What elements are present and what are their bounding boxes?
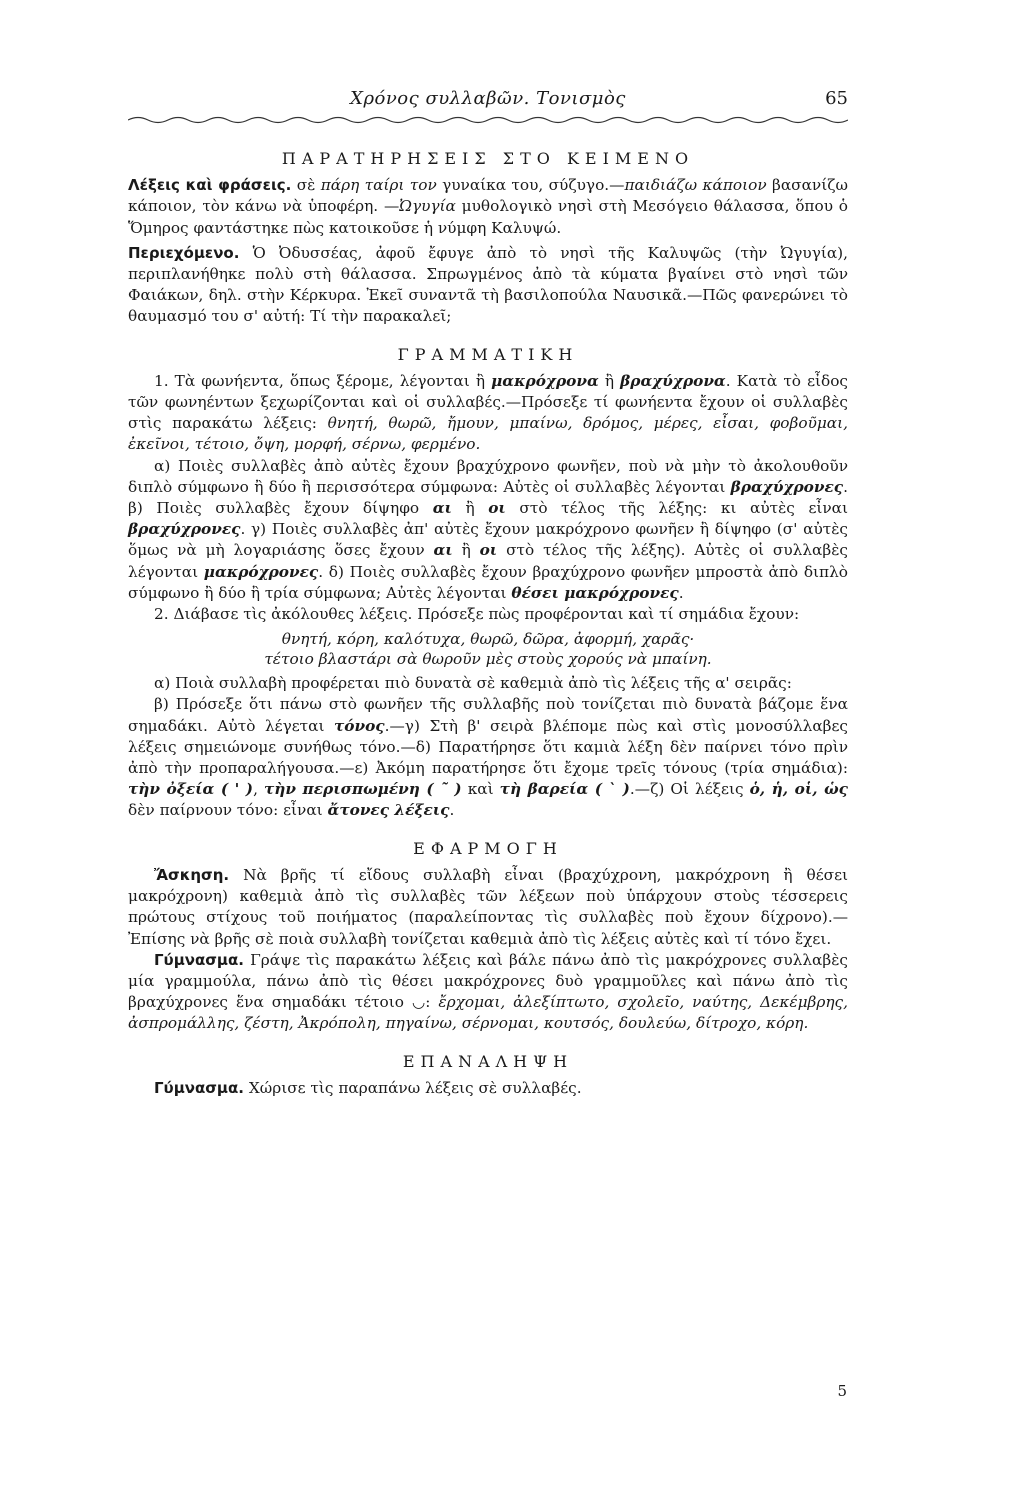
q-text-2: .—γ) Στὴ β' σειρὰ βλέπομε πὼς καὶ στὶς μονοσύλλαβες λέξεις σημειώνομε συνήθως τόνο.—δ) Παρατήρησε ὅτι καμιὰ λέξη δὲν παίρνει τόνο πρὶν ἀπὸ τὴν προπαραλήγουσα.—ε) Ἀκόμη παρατήρησε ὅτι ἔχομε τρεῖς τόνους (τρία σημάδια): bbox=[128, 716, 848, 778]
page-content bbox=[128, 132, 848, 1099]
drill-word-list: ἔρχομαι, ἀλεξίπτωτο, σχολεῖο, ναύτης, Δεκέμβρης, ἀσπρομάλλης, ζέστη, Ἀκρόπολη, πηγαίνω, σέρνομαι, κουτσός, δουλεύω, δίτροχο, κόρη. bbox=[128, 993, 848, 1033]
words-italic-3: Ὠγυγία bbox=[399, 197, 456, 216]
verse-line-2: τέτοιο βλαστάρι σὰ θωροῦν μὲς στοὺς χορούς νὰ μπαίνη. bbox=[264, 650, 712, 669]
sub-term-4: θέσει μακρόχρονες bbox=[511, 583, 679, 602]
sub-term-2: βραχύχρονες bbox=[128, 520, 241, 539]
term-perispomeni: τὴν περισπωμένη ( ῀ ) bbox=[264, 780, 462, 799]
sub-digraph-oi: οι bbox=[488, 499, 506, 518]
sub-text-1: α) Ποιὲς συλλαβὲς ἀπὸ αὐτὲς ἔχουν βραχύχρονο φωνῆεν, ποὺ νὰ μὴν τὸ ἀκολουθοῦν διπλὸ σύμφωνο ἢ δύο ἢ περισσότερα σύμφωνα: Αὐτὲς οἱ συλλαβὲς λέγονται bbox=[128, 456, 848, 496]
revision-text: Χώρισε τὶς παραπάνω λέξεις σὲ συλλαβές. bbox=[243, 1078, 582, 1097]
words-text-4: μυθολογικὸ νησὶ στὴ Μεσόγειο θάλασσα, ὅπου ὁ Ὅμηρος φαντάστηκε πὼς κατοικοῦσε ἡ νύμφη Καλυψώ. bbox=[128, 197, 848, 237]
words-text-1: σὲ bbox=[291, 176, 321, 195]
term-atones: ἄτονες λέξεις bbox=[327, 801, 450, 820]
exercise-text: Νὰ βρῆς τί εἴδους συλλαβὴ εἶναι (βραχύχρονη, μακρόχρονη ἢ θέσει μακρόχρονη) καθεμιὰ ἀπὸ τὶς συλλαβὲς τῶν λέξεων ποὺ ὑπάρχουν στοὺς τέσσερεις πρώτους στίχους τοῦ ποιήματος (παραλείποντας τὶς συλλαβὲς ποὺ ἔχουν δίχρονο).—Ἐπίσης νὰ βρῆς σὲ ποιὰ συλλαβὴ τονίζεται καθεμιὰ ἀπὸ τὶς λέξεις αὐτὲς καὶ τί τόνο ἔχει. bbox=[128, 865, 848, 948]
drill-text: Γράψε τὶς παρακάτω λέξεις καὶ βάλε πάνω ἀπὸ τὶς μακρόχρονες συλλαβὲς μία γραμμούλα, πάνω ἀπὸ τὶς θέσει μακρόχρονες δυὸ γραμμοῦλες καὶ πάνω ἀπὸ τὶς βραχύχρονες ἕνα σημαδάκι τέτοιο ◡: bbox=[128, 950, 848, 1012]
sub-text-4: στὸ τέλος τῆς λέξης: κι αὐτὲς εἶναι bbox=[505, 499, 848, 518]
grammar-point-1 bbox=[128, 371, 848, 456]
wavy-rule-divider bbox=[128, 114, 848, 126]
remarks-heading: ΠΑΡΑΤΗΡΗΣΕΙΣ ΣΤΟ ΚΕΙΜΕΝΟ bbox=[281, 149, 695, 168]
atonic-words: ὁ, ἡ, οἱ, ὡς bbox=[749, 780, 848, 799]
application-heading: ΕΦΑΡΜΟΓΗ bbox=[413, 838, 563, 858]
q-text-7: . bbox=[449, 801, 455, 820]
q-text-3: , bbox=[253, 780, 264, 799]
term-oxeia: τὴν ὀξεία ( ' ) bbox=[128, 780, 254, 799]
grammar-heading: ΓΡΑΜΜΑΤΙΚΗ bbox=[397, 344, 579, 364]
grammar-point-2: 2. Διάβασε τὶς ἀκόλουθες λέξεις. Πρόσεξε πὼς προφέρονται καὶ τί σημάδια ἔχουν: bbox=[154, 605, 800, 624]
revision-paragraph bbox=[128, 1078, 848, 1099]
sub-digraph-ai: αι bbox=[432, 499, 452, 518]
words-text-3: βασανίζω κάποιον, τὸν κάνω νὰ ὑποφέρη. — bbox=[128, 176, 848, 216]
drill-label: Γύμνασμα. bbox=[154, 950, 244, 969]
grammar-subpoints bbox=[128, 456, 848, 604]
page-number: 65 bbox=[825, 88, 848, 109]
revision-label: Γύμνασμα. bbox=[154, 1078, 244, 1097]
g1-word-list: θνητή, θωρῶ, ἤμουν, μπαίνω, δρόμος, μέρες, εἶσαι, φοβοῦμαι, ἐκεῖνοι, τέτοιο, ὄψη, μορφή, σέρνω, φερμένο. bbox=[128, 414, 848, 454]
exercise-paragraph bbox=[128, 865, 848, 950]
sub-text-5: . γ) Ποιὲς συλλαβὲς ἀπ' αὐτὲς ἔχουν μακρόχρονο φωνῆεν ἢ δίψηφο (σ' αὐτὲς ὅμως νὰ μὴ λογαριάσης ὅσες ἔχουν bbox=[128, 520, 848, 560]
content-label: Περιεχόμενο. bbox=[128, 243, 240, 262]
drill-paragraph bbox=[128, 950, 848, 1035]
question-a: α) Ποιὰ συλλαβὴ προφέρεται πιὸ δυνατὰ σὲ καθεμιὰ ἀπὸ τὶς λέξεις τῆς α' σειρᾶς: bbox=[154, 674, 792, 693]
words-label: Λέξεις καὶ φράσεις. bbox=[128, 176, 292, 195]
q-text-6: δὲν παίρνουν τόνο: εἶναι bbox=[128, 801, 328, 820]
words-text-2: γυναίκα του, σύζυγο.— bbox=[436, 176, 625, 195]
term-tonos: τόνος bbox=[334, 716, 385, 735]
sub-text-2: . β) Ποιὲς συλλαβὲς ἔχουν δίψηφο bbox=[128, 477, 848, 518]
sub-text-8: . δ) Ποιὲς συλλαβὲς ἔχουν βραχύχρονο φωνῆεν μπροστὰ ἀπὸ διπλὸ σύμφωνο ἢ δύο ἢ τρία σύμφωνα; Αὐτὲς λέγονται bbox=[128, 562, 848, 602]
term-long: μακρόχρονα bbox=[491, 371, 599, 390]
page-header bbox=[128, 88, 848, 116]
sub-text-9: . bbox=[678, 583, 684, 602]
g1-text-d: . Κατὰ τὸ εἶδος τῶν φωνηέντων ξεχωρίζονται καὶ οἱ συλλαβές.—Πρόσεξε τί φωνήεντα ἔχουν οἱ συλλαβὲς στὶς παρακάτω λέξεις: bbox=[128, 371, 848, 433]
sub-text-6: ἢ bbox=[452, 541, 480, 560]
q-text-4: καὶ bbox=[461, 780, 500, 799]
sub-term-3: μακρόχρονες bbox=[203, 562, 319, 581]
term-short: βραχύχρονα bbox=[620, 371, 726, 390]
term-vareia: τὴ βαρεία ( ` ) bbox=[499, 780, 630, 799]
revision-heading: ΕΠΑΝΑΛΗΨΗ bbox=[402, 1051, 574, 1071]
running-title: Χρόνος συλλαβῶν. Τονισμὸς bbox=[350, 88, 626, 109]
g1-text-c: ἢ bbox=[598, 371, 621, 390]
content-text: Ὁ Ὀδυσσέας, ἀφοῦ ἔφυγε ἀπὸ τὸ νησὶ τῆς Καλυψῶς (τὴν Ὠγυγία), περιπλανήθηκε πολὺ στὴ θάλασσα. Σπρωγμένος ἀπὸ τὰ κύματα βγαίνει στὸ νησὶ τῶν Φαιάκων, δηλ. στὴν Κέρκυρα. Ἐκεῖ συναντᾶ τὴ βασιλοπούλα Ναυσικᾶ.—Πῶς φανερώνει τὸ θαυμασμό του σ' αὐτή: Τί τὴν παρακαλεῖ; bbox=[128, 243, 848, 326]
sub-digraph-ai-2: αι bbox=[433, 541, 453, 560]
sub-digraph-oi-2: οι bbox=[479, 541, 498, 560]
words-italic-1: πάρη ταίρι τον bbox=[320, 176, 437, 195]
words-paragraph bbox=[128, 175, 848, 239]
sub-text-3: ἢ bbox=[451, 499, 489, 518]
g1-text-a: 1. Τὰ φωνήεντα, ὅπως ξέρομε, λέγονται ἢ bbox=[154, 371, 492, 390]
words-italic-2: παιδιάζω κάποιον bbox=[624, 176, 767, 195]
exercise-label: Ἄσκηση. bbox=[154, 865, 230, 884]
signature-number: 5 bbox=[837, 1382, 847, 1400]
q-text-5: .—ζ) Οἱ λέξεις bbox=[629, 780, 750, 799]
question-b-to-z bbox=[128, 694, 848, 821]
content-paragraph bbox=[128, 243, 848, 328]
sub-term-1: βραχύχρονες bbox=[730, 477, 844, 496]
q-text-1: β) Πρόσεξε ὅτι πάνω στὸ φωνῆεν τῆς συλλαβῆς ποὺ τονίζεται πιὸ δυνατὰ βάζομε ἕνα σημαδάκι. Αὐτὸ λέγεται bbox=[128, 695, 848, 735]
sub-text-7: στὸ τέλος τῆς λέξης). Αὐτὲς οἱ συλλαβὲς λέγονται bbox=[128, 541, 849, 581]
example-verses bbox=[128, 629, 848, 669]
verse-line-1: θνητή, κόρη, καλότυχα, θωρῶ, δῶρα, ἀφορμή, χαρᾶς· bbox=[281, 630, 695, 649]
